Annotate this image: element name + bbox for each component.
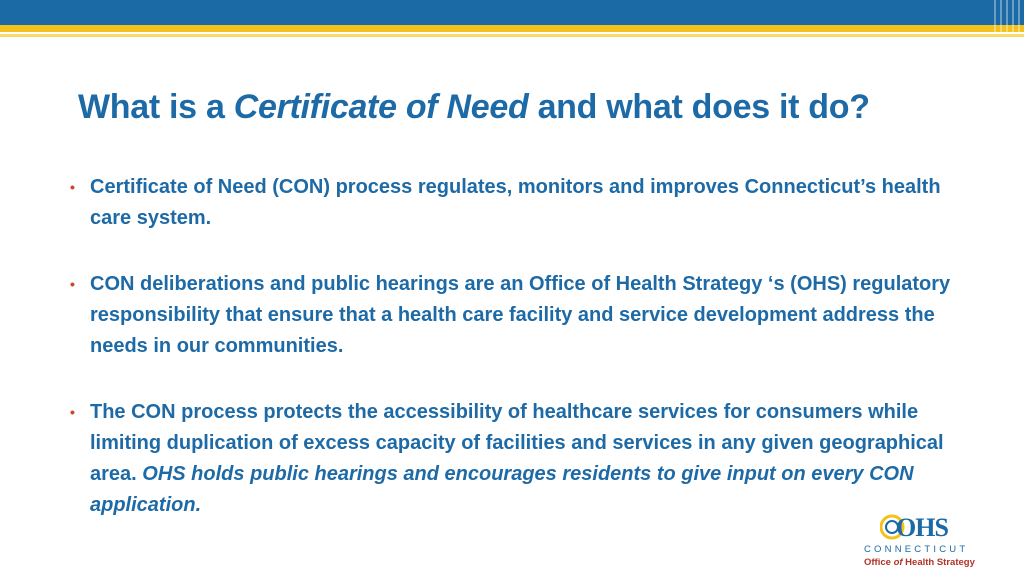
title-prefix: What is a	[78, 88, 234, 126]
header-band	[0, 0, 1024, 40]
header-band-gold	[0, 25, 1024, 32]
logo-state-text: CONNECTICUT	[864, 544, 969, 555]
header-band-blue	[0, 0, 1024, 25]
title-emphasis: Certificate of Need	[233, 88, 529, 126]
bullet-text: CON deliberations and public hearings are an Office of Health Strategy ‘s (OHS) regulatory responsibility that ensure that a health care facility and service development address the needs in our communities.	[90, 273, 951, 357]
bullet-dot-icon: •	[70, 276, 75, 292]
bullet-item-2	[70, 269, 970, 362]
bullet-italic-text: OHS holds public hearings and encourages residents to give input on every CON application.	[90, 463, 914, 516]
bullet-text: Certificate of Need (CON) process regulates, monitors and improves Connecticut’s health care system.	[90, 176, 941, 229]
bullet-item-1	[70, 172, 970, 234]
slide-title	[78, 88, 870, 127]
bullet-dot-icon: •	[70, 179, 75, 195]
logo-office-text	[864, 557, 975, 568]
bullet-text: The CON process protects the accessibility of healthcare services for consumers while limiting duplication of excess capacity of facilities and services in any given geographical area.	[90, 401, 944, 485]
bullet-list	[70, 172, 970, 521]
title-suffix: and what does it do?	[528, 88, 870, 126]
bullet-item-3	[70, 397, 970, 521]
logo-ohs-text: OHS	[896, 513, 948, 542]
header-band-thin-gold	[0, 34, 1024, 37]
bullet-dot-icon: •	[70, 404, 75, 420]
ohs-logo	[860, 514, 984, 570]
logo-office-of: of	[893, 557, 903, 568]
header-stripes	[990, 0, 1024, 34]
logo-office-prefix: Office	[864, 557, 894, 568]
logo-office-suffix: Health Strategy	[902, 557, 975, 568]
